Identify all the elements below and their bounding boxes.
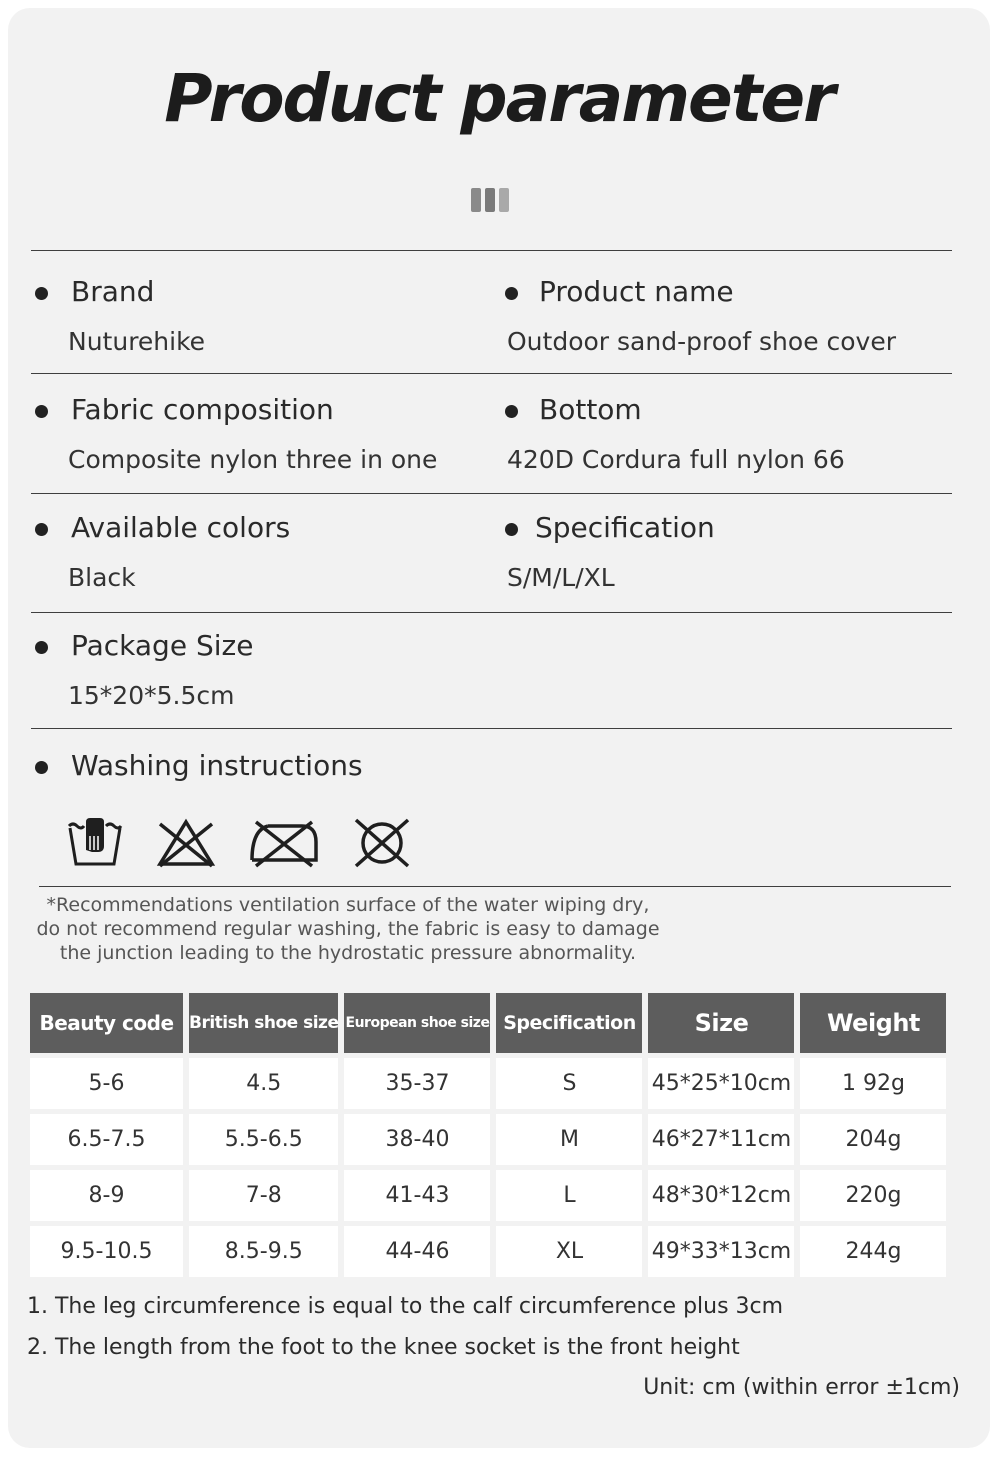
washing-icons bbox=[66, 816, 414, 868]
param-value: 15*20*5.5cm bbox=[68, 681, 235, 710]
cell-specification: S bbox=[496, 1058, 642, 1109]
cell-weight: 244g bbox=[800, 1226, 946, 1277]
header-british-shoe-size: British shoe size bbox=[189, 993, 338, 1053]
param-label: Washing instructions bbox=[71, 749, 363, 782]
hand-wash-icon bbox=[66, 816, 124, 868]
cell-british-size: 4.5 bbox=[189, 1058, 338, 1109]
bullet-icon bbox=[505, 523, 518, 536]
param-value: Black bbox=[68, 563, 136, 592]
divider bbox=[31, 250, 952, 251]
do-not-iron-icon bbox=[248, 816, 320, 868]
cell-weight: 204g bbox=[800, 1114, 946, 1165]
size-table bbox=[24, 988, 952, 1282]
header-weight: Weight bbox=[800, 993, 946, 1053]
cell-specification: M bbox=[496, 1114, 642, 1165]
cell-size: 48*30*12cm bbox=[648, 1170, 794, 1221]
table-row bbox=[30, 1226, 946, 1277]
param-label: Available colors bbox=[71, 511, 291, 544]
divider bbox=[31, 612, 952, 613]
header-size: Size bbox=[648, 993, 794, 1053]
unit-note: Unit: cm (within error ±1cm) bbox=[643, 1375, 960, 1400]
header-beauty-code: Beauty code bbox=[30, 993, 183, 1053]
divider-bars-icon bbox=[471, 188, 509, 212]
param-label: Package Size bbox=[71, 629, 254, 662]
cell-beauty-code: 5-6 bbox=[30, 1058, 183, 1109]
param-label: Bottom bbox=[539, 393, 642, 426]
header-specification: Specification bbox=[496, 993, 642, 1053]
divider bbox=[31, 728, 952, 729]
table-row bbox=[30, 1058, 946, 1109]
bullet-icon bbox=[35, 761, 48, 774]
page-title: Product parameter bbox=[164, 60, 834, 137]
cell-size: 49*33*13cm bbox=[648, 1226, 794, 1277]
header-european-shoe-size: European shoe size bbox=[344, 993, 490, 1053]
table-header-row bbox=[30, 993, 946, 1053]
cell-beauty-code: 9.5-10.5 bbox=[30, 1226, 183, 1277]
cell-weight: 1 92g bbox=[800, 1058, 946, 1109]
cell-british-size: 8.5-9.5 bbox=[189, 1226, 338, 1277]
cell-european-size: 44-46 bbox=[344, 1226, 490, 1277]
note-line: *Recommendations ventilation surface of the water wiping dry, bbox=[46, 894, 650, 916]
bullet-icon bbox=[35, 405, 48, 418]
param-value: Nuturehike bbox=[68, 327, 206, 356]
cell-beauty-code: 6.5-7.5 bbox=[30, 1114, 183, 1165]
bullet-icon bbox=[35, 641, 48, 654]
cell-beauty-code: 8-9 bbox=[30, 1170, 183, 1221]
table-row bbox=[30, 1114, 946, 1165]
cell-specification: L bbox=[496, 1170, 642, 1221]
param-label: Product name bbox=[539, 275, 734, 308]
bullet-icon bbox=[505, 287, 518, 300]
param-value: S/M/L/XL bbox=[507, 563, 615, 592]
cell-european-size: 35-37 bbox=[344, 1058, 490, 1109]
param-value: Composite nylon three in one bbox=[68, 445, 438, 474]
param-label: Specification bbox=[535, 511, 715, 544]
washing-note bbox=[8, 893, 688, 965]
footnote-front-height: 2. The length from the foot to the knee socket is the front height bbox=[27, 1335, 740, 1360]
cell-british-size: 7-8 bbox=[189, 1170, 338, 1221]
note-line: the junction leading to the hydrostatic pressure abnormality. bbox=[59, 942, 637, 964]
cell-weight: 220g bbox=[800, 1170, 946, 1221]
bullet-icon bbox=[35, 523, 48, 536]
cell-size: 46*27*11cm bbox=[648, 1114, 794, 1165]
table-row bbox=[30, 1170, 946, 1221]
note-line: do not recommend regular washing, the fabric is easy to damage bbox=[36, 918, 660, 940]
bullet-icon bbox=[35, 287, 48, 300]
do-not-tumble-dry-icon bbox=[350, 816, 414, 868]
footnote-leg-circumference: 1. The leg circumference is equal to the calf circumference plus 3cm bbox=[27, 1294, 784, 1319]
bullet-icon bbox=[505, 405, 518, 418]
divider bbox=[31, 493, 952, 494]
param-value: 420D Cordura full nylon 66 bbox=[507, 445, 845, 474]
param-label: Fabric composition bbox=[71, 393, 334, 426]
do-not-bleach-icon bbox=[154, 816, 218, 868]
param-label: Brand bbox=[71, 275, 155, 308]
cell-specification: XL bbox=[496, 1226, 642, 1277]
divider bbox=[39, 886, 951, 887]
cell-european-size: 38-40 bbox=[344, 1114, 490, 1165]
cell-size: 45*25*10cm bbox=[648, 1058, 794, 1109]
param-value: Outdoor sand-proof shoe cover bbox=[507, 327, 897, 356]
cell-european-size: 41-43 bbox=[344, 1170, 490, 1221]
divider bbox=[31, 373, 952, 374]
cell-british-size: 5.5-6.5 bbox=[189, 1114, 338, 1165]
